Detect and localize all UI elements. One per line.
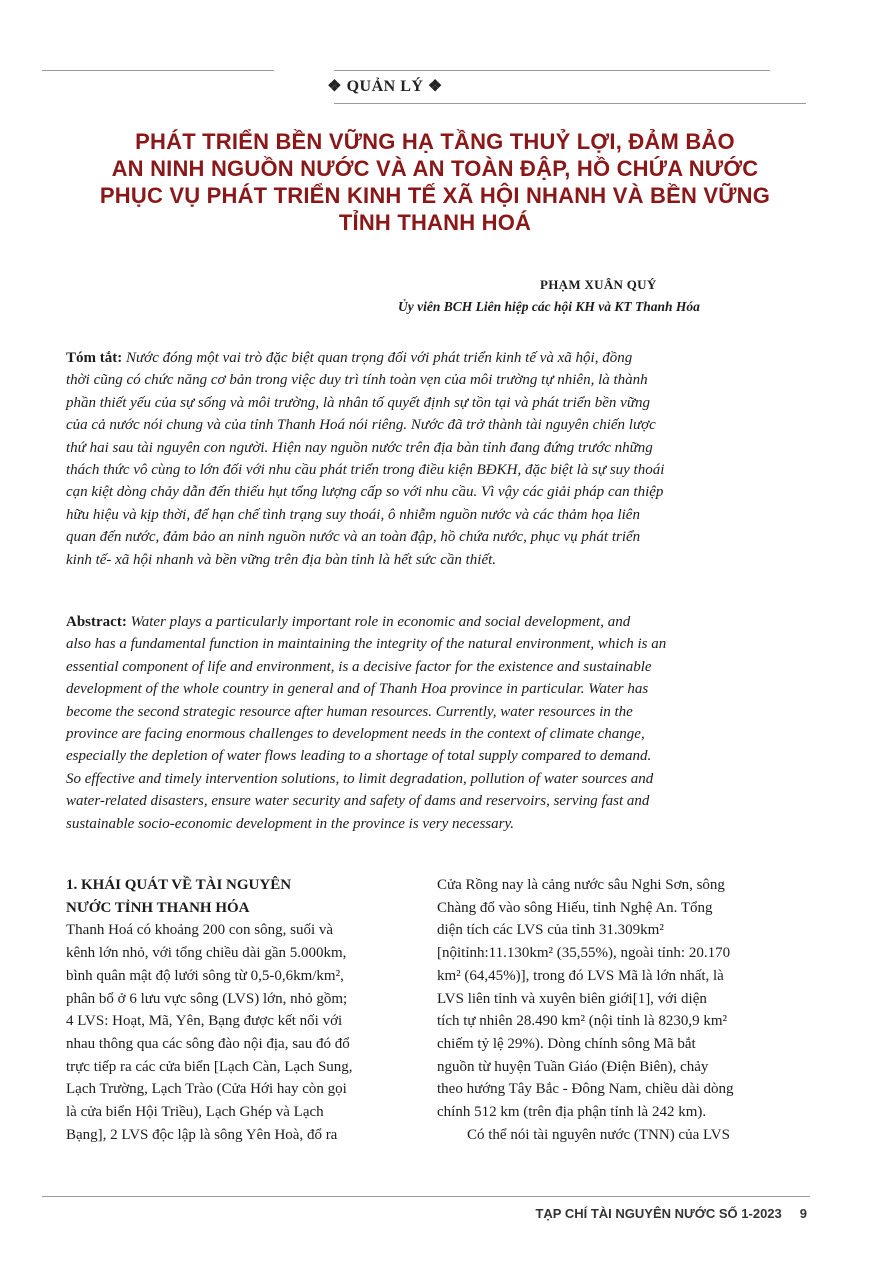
title-line: TỈNH THANH HOÁ [338, 210, 532, 235]
body-line: tích tự nhiên 28.490 km² (nội tỉnh là 8230,9 km² [437, 1013, 728, 1030]
body-line: Cửa Rồng nay là cảng nước sâu Nghi Sơn, sông [437, 877, 725, 893]
section-label: ❖ QUẢN LÝ ❖ [327, 78, 443, 95]
abstract-label: Abstract: [66, 614, 127, 630]
body-line: km² (64,45%)], trong đó LVS Mã là lớn nhất, là [437, 967, 724, 984]
abstract-line: become the second strategic resource after human resources. Currently, water resources in the [66, 703, 633, 720]
body-line: là cửa biển Hội Triều), Lạch Ghép và Lạch [66, 1104, 324, 1121]
body-line: Có thể nói tài nguyên nước (TNN) của LVS [467, 1126, 730, 1143]
body-line: diện tích các LVS của tỉnh 31.309km² [437, 922, 664, 939]
abstract-line: also has a fundamental function in maintaining the integrity of the natural environment, which is an [66, 636, 667, 653]
section-heading: NƯỚC TỈNH THANH HÓA [66, 899, 250, 916]
summary-line: thời cũng có chức năng cơ bản trong việc duy trì tính toàn vẹn của môi trường tự nhiên, là thành [66, 372, 648, 389]
body-line: Lạch Trường, Lạch Trào (Cửa Hới hay còn gọi [66, 1081, 347, 1098]
body-line: phân bổ ở 6 lưu vực sông (LVS) lớn, nhỏ gồm; [66, 990, 348, 1007]
body-line: LVS liên tỉnh và xuyên biên giới[1], với diện [437, 990, 707, 1007]
header-rule-bottom [334, 103, 806, 104]
footer [535, 1206, 807, 1221]
body-line: kênh lớn nhỏ, với tổng chiều dài gần 5.000km, [66, 945, 347, 962]
footer-rule [42, 1196, 810, 1197]
header-rule-right [334, 70, 770, 71]
summary-line: cạn kiệt dòng chảy dẫn đến thiếu hụt tổng lượng cấp so với nhu cầu. Vì vậy các giải pháp can thiệp [66, 484, 664, 501]
summary-line: quan đến nước, đảm bảo an ninh nguồn nước và an toàn đập, hồ chứa nước, phục vụ phát triển [66, 529, 641, 546]
summary-label: Tóm tắt: [66, 350, 123, 366]
abstract-line: province are facing enormous challenges to development needs in the context of climate change, [66, 726, 645, 743]
abstract-line: sustainable socio-economic development in the province is very necessary. [66, 815, 515, 832]
abstract-line: water-related disasters, ensure water security and safety of dams and reservoirs, serving fast and [66, 793, 650, 810]
body-line: trực tiếp ra các cửa biển [Lạch Càn, Lạch Sung, [66, 1058, 353, 1075]
abstract-line: essential component of life and environment, is a decisive factor for the existence and sustainable [66, 658, 652, 675]
summary-line: hữu hiệu và kịp thời, để hạn chế tình trạng suy thoái, ô nhiễm nguồn nước và các thảm họa liên [66, 506, 640, 523]
abstract-line: Water plays a particularly important role in economic and social development, and [126, 614, 631, 630]
title-line: PHÁT TRIỂN BỀN VỮNG HẠ TẦNG THUỶ LỢI, ĐẢM BẢO [135, 129, 735, 154]
summary-line: của cả nước nói chung và của tỉnh Thanh Hoá nói riêng. Nước đã trở thành tài nguyên chiến lược [66, 417, 656, 434]
summary-line: phần thiết yếu của sự sống và môi trường, là nhân tố quyết định sự tồn tại và phát triển bền vững [66, 394, 650, 411]
body-line: nguồn từ huyện Tuần Giáo (Điện Biên), chảy [437, 1058, 709, 1075]
body-line: nhau thông qua các sông đào nội địa, sau đó đổ [66, 1035, 350, 1052]
abstract-line: especially the depletion of water flows leading to a shortage of total supply compared to demand. [66, 748, 652, 765]
section-heading: 1. KHÁI QUÁT VỀ TÀI NGUYÊN [66, 877, 292, 893]
abstract-line: So effective and timely intervention solutions, to limit degradation, pollution of water sources and [66, 770, 654, 787]
summary-line: kinh tế- xã hội nhanh và bền vững trên địa bàn tỉnh là hết sức cần thiết. [66, 551, 497, 568]
summary-vi [66, 347, 808, 571]
body-line: theo hướng Tây Bắc - Đông Nam, chiều dài dòng [437, 1081, 734, 1098]
body-line: Thanh Hoá có khoảng 200 con sông, suối và [66, 922, 334, 939]
article-title [30, 128, 840, 236]
author-affiliation: Ủy viên BCH Liên hiệp các hội KH và KT Thanh Hóa [398, 299, 700, 314]
header-rule-left [42, 70, 274, 71]
body-line: Bạng], 2 LVS độc lập là sông Yên Hoà, đổ ra [66, 1126, 338, 1143]
body-line: chính 512 km (trên địa phận tỉnh là 242 km). [437, 1104, 707, 1121]
body-line: 4 LVS: Hoạt, Mã, Yên, Bạng được kết nối với [66, 1013, 343, 1030]
summary-line: thứ hai sau tài nguyên con người. Hiện nay nguồn nước trên địa bàn tỉnh đang đứng trước những [66, 439, 653, 456]
title-line: PHỤC VỤ PHÁT TRIỂN KINH TẾ XÃ HỘI NHANH VÀ BỀN VỮNG [99, 183, 771, 208]
title-line: AN NINH NGUỒN NƯỚC VÀ AN TOÀN ĐẬP, HỒ CHỨA NƯỚC [111, 156, 759, 181]
body-line: bình quân mật độ lưới sông từ 0,5-0,6km/km², [66, 967, 344, 984]
abstract-en [66, 611, 808, 835]
body-line: chiếm tỷ lệ 29%). Dòng chính sông Mã bắt [437, 1035, 696, 1052]
page-number: 9 [799, 1206, 807, 1221]
body-left-column [66, 874, 416, 1146]
body-right-column [437, 874, 809, 1146]
journal-name: TẠP CHÍ TÀI NGUYÊN NƯỚC SỐ 1-2023 [535, 1206, 782, 1221]
author-name: PHẠM XUÂN QUÝ [540, 277, 657, 292]
abstract-line: development of the whole country in general and of Thanh Hoa province in particular. Water has [66, 681, 649, 698]
body-line: Chàng đổ vào sông Hiếu, tỉnh Nghệ An. Tổng [437, 899, 713, 916]
summary-line: Nước đóng một vai trò đặc biệt quan trọng đối với phát triển kinh tế và xã hội, đồng [122, 350, 633, 366]
body-line: [nộitỉnh:11.130km² (35,55%), ngoài tỉnh: 20.170 [437, 945, 731, 962]
summary-line: thách thức vô cùng to lớn đối với nhu cầu phát triển trong điều kiện BĐKH, đặc biệt là sự suy thoái [66, 462, 665, 479]
